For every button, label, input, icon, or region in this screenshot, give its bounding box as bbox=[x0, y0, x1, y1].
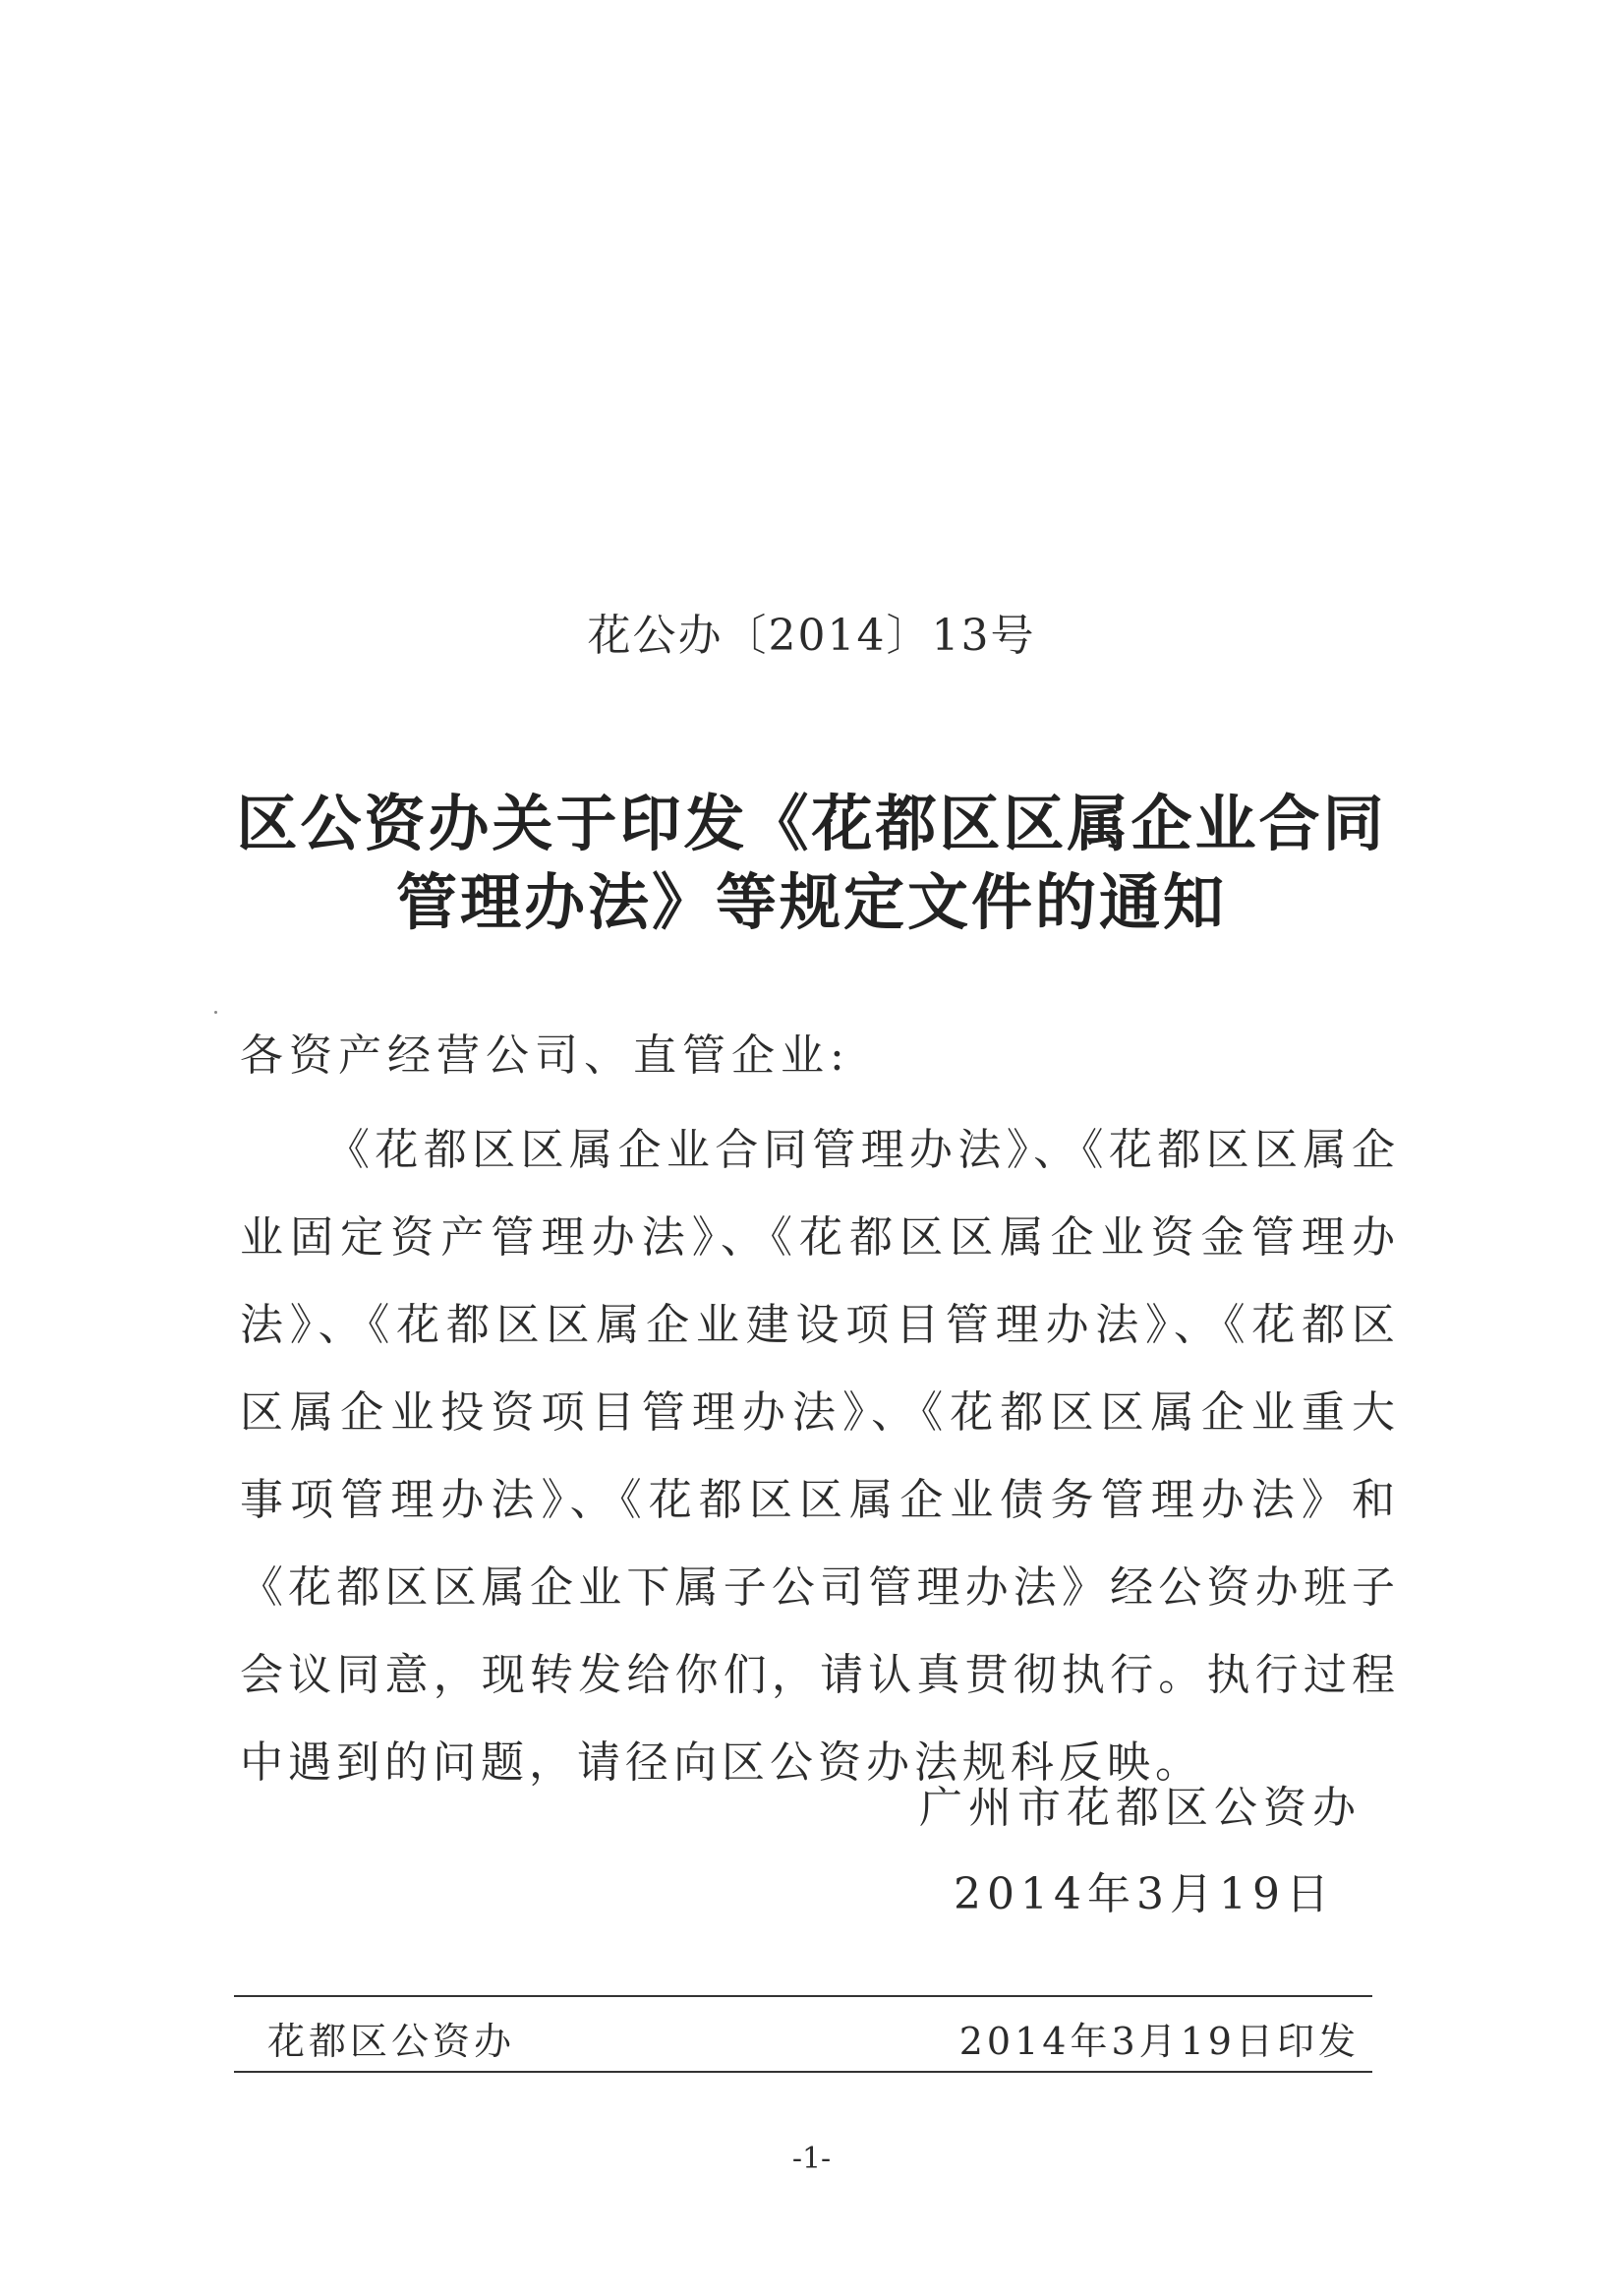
document-title-line-2: 管理办法》等规定文件的通知 bbox=[395, 866, 1227, 938]
footer-rule-top bbox=[234, 1995, 1372, 1997]
body-paragraph: 《花都区区属企业合同管理办法》、《花都区区属企业固定资产管理办法》、《花都区区属企业资金管理办法》、《花都区区属企业建设项目管理办法》、《花都区区属企业投资项目管理办法》、《花都区区属企业重大事项管理办法》、《花都区区属企业债务管理办法》和《花都区区属企业下属子公司管理办法》经公资办班子会议同意，现转发给你们，请认真贯彻执行。执行过程中遇到的问题，请径向区公资办法规科反映。 bbox=[240, 1125, 1400, 1788]
signature-organization: 广州市花都区公资办 bbox=[919, 1783, 1362, 1833]
document-number: 花公办〔2014〕13号 bbox=[587, 611, 1036, 661]
footer-issue-date: 2014年3月19日印发 bbox=[958, 2020, 1360, 2063]
page-number: -1- bbox=[791, 2142, 832, 2176]
document-title-line-1: 区公资办关于印发《花都区区属企业合同 bbox=[236, 788, 1387, 859]
footer-issuer: 花都区公资办 bbox=[267, 2020, 516, 2063]
salutation: 各资产经营公司、直管企业: bbox=[240, 1030, 850, 1081]
footer-rule-bottom bbox=[234, 2071, 1372, 2073]
signature-date: 2014年3月19日 bbox=[954, 1869, 1335, 1919]
scan-speck bbox=[214, 1011, 217, 1014]
